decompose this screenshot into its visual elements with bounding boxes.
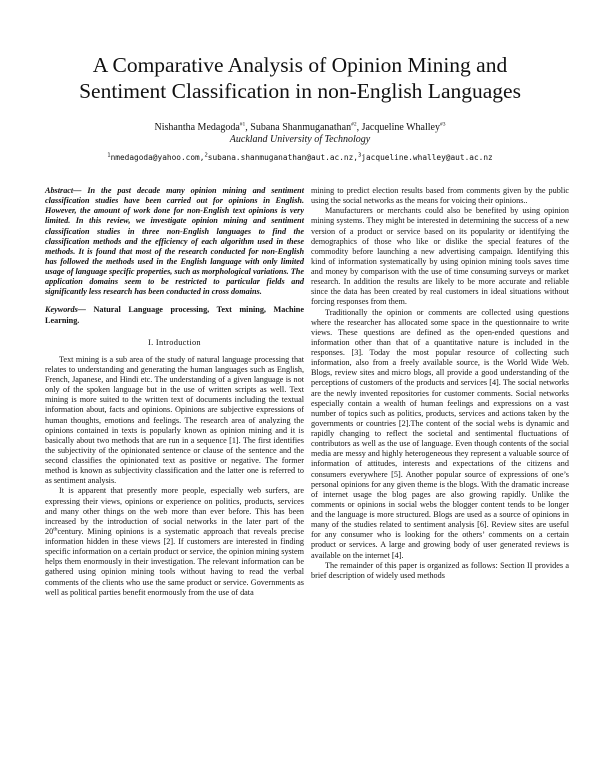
paragraph-text: century. Mining opinions is a systematic approach that reveals precise information hidden in these views [2]. If customers are interested in finding specific information on a certain product or service, the opinion mining system helps them enormously in their investigation. The relevant information can be gathered using opinion mining tools without having to read the verbal comments of the clients who use the same product or service. Governments as well as political parties benefit enormously from the use of data (45, 526, 304, 597)
email-marker: 1 (107, 152, 111, 159)
paper-title (30, 52, 570, 104)
body-paragraph: The remainder of this paper is organized as follows: Section II provides a brief description of widely used methods (311, 560, 569, 580)
author-marker: #1 (239, 121, 246, 128)
keywords (45, 305, 304, 325)
author-name: Nishantha Medagoda (154, 122, 240, 133)
body-paragraph: Text mining is a sub area of the study of natural language processing that relates to understanding and generating the human languages such as English, French, Japanese, and Hindi etc. The understanding of a given language is not only of the spoken language but in the use of written scripts as well. Text mining is more suited to the written text of documents including the textual information about, facts and opinions. Opinions are subjective expressions of human thoughts, emotions and feelings. The research area of analyzing the opinions contained in texts is popularly known as opinion mining and it is basically about two methods that are run in a sequence [1]. The first identifies the subjectivity of the opinionated sentence or clause of the sentence and the second classifies the opinionated text as positive or negative. The former method is known as subjectivity classification and the latter one is referred to as sentiment analysis. (45, 354, 304, 486)
email-marker: 2 (204, 152, 208, 159)
keywords-label: Keywords— (45, 305, 86, 315)
body-paragraph: Manufacturers or merchants could also be benefited by using opinion mining systems. They might be interested in determining the success of a new version of a product or service based on its popularity or identifying the demographics of those who like or dislike the special features of the commodity before launching a new advertising campaign. Identifying this kind of information systematically by using opinion mining tools saves time and money by comparison with the use of time consuming surveys or market research. In addition the results are likely to be more accurate and reliable since the data has been created by real customers in ideal situations without forcing responses from them. (311, 206, 569, 307)
keywords-text: Natural Language processing, Text mining, Machine Learning. (45, 305, 304, 325)
abstract: Abstract— In the past decade many opinion mining and sentiment classification studies have been carried out for opinions in English. However, the amount of work done for non-English text opinions is very limited. In this review, we investigate opinion mining and sentiment classification studies in three non-English languages to find the classification methods and the efficiency of each algorithm used in these methods. It is found that most of the research conducted for non-English has followed the methods used in the English language with only limited usage of language specific properties, such as morphological variations. The application domains seem to be restricted to particular fields and significantly less research has been conducted in cross domains. (45, 186, 304, 297)
paragraph-text: It is apparent that presently more people, especially web surfers, are expressing their views, opinions or experience on politics, products, services and many other things on the web more than ever before. This has been increased by the introduction of social networks in the later part of the 20 (45, 486, 304, 536)
body-paragraph (45, 486, 304, 597)
email-address: subana.shanmuganathan@aut.ac.nz, (207, 153, 358, 162)
email-address: nmedagoda@yahoo.com, (110, 153, 205, 162)
email-list (30, 153, 570, 163)
body-paragraph: Traditionally the opinion or comments are collected using questions where the researcher has allocated some space in the questionnaire to write views. These questions are defined as the open-ended questions and information other than that of a quantitative nature is included in the responses. [3]. Today the most popular resource of collecting such information, also from a freely available source, is the World Wide Web. Blogs, review sites and micro blogs, all provide a good understanding of the perceptions of customers of the products and services [4]. The social networks are the newly invented repositories for customer comments. Social networks especially contain a wealth of human feelings and expressions on a vast number of topics such as politics, products, services and actions taken by the governments or countries [2].The content of the social webs is dynamic and rapidly changing to reflect the societal and sentimental fluctuations of contributors as well as the use of language. Even though contents of the social media are messy and highly heterogeneous they represent a valuable source of information of attitudes, interests and expectations of the citizens and consumers everywhere [5]. Another popular source of expressions of one’s personal opinions for any given theme is the blogs. With the dramatic increase of internet usage the blog pages are also growing rapidly. Unlike the comments or opinions in social webs the blogger content tends to be longer and the language is more structured. Blogs are used as a source of opinions in many of the studies related to sentiment analysis [6]. Review sites are useful for any consumer who is looking for the others’ comments on a certain product or services. A large and growing body of user generated reviews is available on the internet [4]. (311, 307, 569, 560)
author-marker: #2 (351, 121, 357, 128)
affiliation: Auckland University of Technology (229, 134, 371, 145)
email-marker: 3 (357, 152, 362, 159)
right-column (311, 186, 569, 581)
body-paragraph: mining to predict election results based from comments given by the public using the social networks as the means for voicing their opinions.. (311, 186, 569, 206)
author-name: Subana Shanmuganathan (250, 122, 352, 133)
title-line-1: A Comparative Analysis of Opinion Mining and (92, 53, 508, 77)
left-column (45, 186, 304, 598)
email-address: jacqueline.whalley@aut.ac.nz (361, 153, 493, 162)
title-line-2: Sentiment Classification in non-English Languages (79, 79, 521, 103)
ordinal-suffix: th (53, 526, 58, 533)
author-list: Nishantha Medagoda$^{\#1}$, Subana Shanmuganathan$^{\#2}$, Jacqueline Whalley$^{\#3}$ (154, 121, 446, 133)
author-marker: #3 (439, 121, 446, 128)
section-heading: I. Introduction (148, 337, 201, 347)
author-name: Jacqueline Whalley (361, 122, 440, 133)
